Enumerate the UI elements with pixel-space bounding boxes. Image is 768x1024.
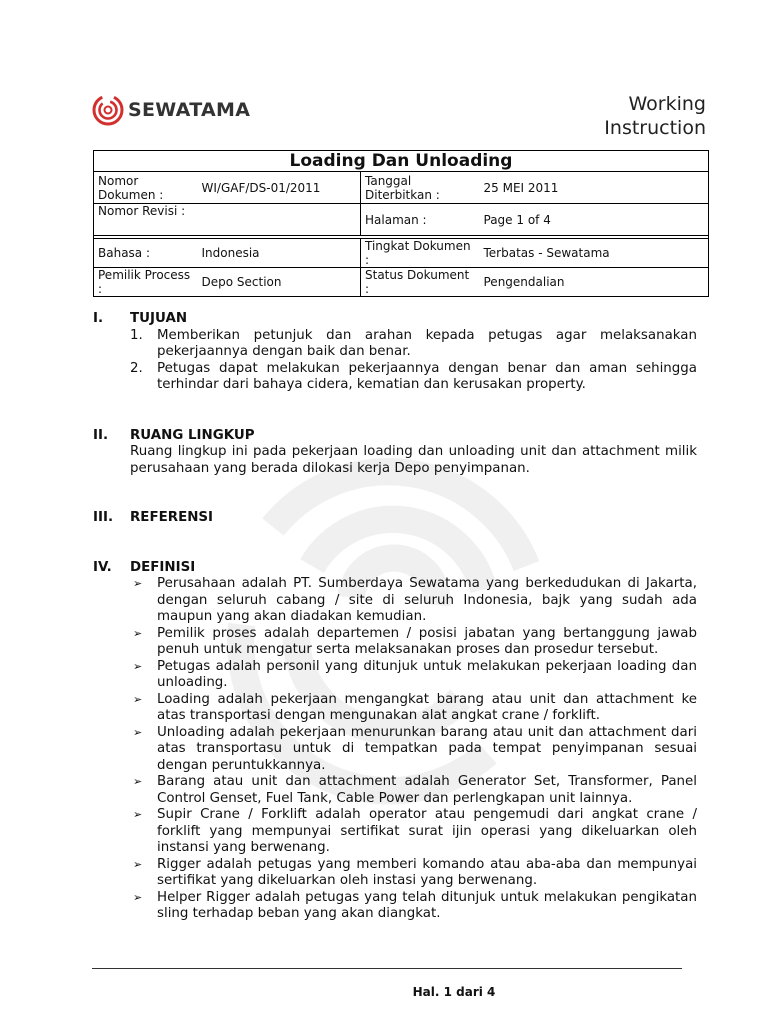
section-heading-definisi	[93, 560, 697, 577]
value-nomor-revisi	[198, 204, 361, 236]
bullet-item	[93, 725, 697, 775]
section-heading-ruang-lingkup	[93, 428, 697, 445]
section-number: II.	[93, 427, 109, 443]
logo-text: SEWATAMA	[128, 99, 251, 121]
section-number: IV.	[93, 559, 112, 575]
value-bahasa: Indonesia	[198, 239, 361, 268]
label-nomor-revisi: Nomor Revisi :	[94, 204, 198, 236]
list-item	[93, 328, 697, 361]
section-title: TUJUAN	[130, 311, 188, 326]
footer-divider	[92, 968, 682, 969]
value-halaman: Page 1 of 4	[480, 204, 709, 236]
bullet-item	[93, 626, 697, 659]
bullet-item	[93, 692, 697, 725]
section-title: DEFINISI	[130, 559, 196, 575]
bullet-text: Rigger adalah petugas yang memberi komando atau aba-aba dan mempunyai sertifikat yang dikeluarkan oleh instasi yang berwenang.	[157, 856, 697, 888]
value-nomor-dokumen: WI/GAF/DS-01/2011	[198, 172, 361, 204]
item-number: 1.	[130, 327, 143, 343]
section-number: III.	[93, 510, 114, 525]
arrow-bullet-icon: ➢	[133, 577, 143, 590]
item-number: 2.	[130, 360, 143, 376]
bullet-text: Supir Crane / Forklift adalah operator atau pengemudi dari angkat crane / forklift yang mempunyai sertifikat surat ijin operasi yang dikeluarkan oleh instansi yang berwenang.	[157, 807, 697, 855]
arrow-bullet-icon: ➢	[133, 725, 143, 739]
item-text: Memberikan petunjuk dan arahan kepada petugas agar melaksanakan pekerjaannya dengan baik dan benar.	[157, 327, 697, 359]
document-body	[93, 311, 697, 923]
document-type: Working Instruction	[604, 93, 706, 139]
section-paragraph: Ruang lingkup ini pada pekerjaan loading dan unloading unit dan attachment milik perusahaan yang berada dilokasi kerja Depo penyimpanan.	[130, 444, 697, 476]
item-text: Petugas dapat melakukan pekerjaannya dengan benar dan aman sehingga terhindar dari bahaya cidera, kematian dan kerusakan property.	[157, 360, 697, 392]
section-heading-tujuan	[93, 311, 697, 328]
bullet-text: Loading adalah pekerjaan mengangkat barang atau unit dan attachment ke atas transportasi dengan mengunakan alat angkat crane / forklift.	[157, 691, 697, 723]
section-number: I.	[93, 311, 104, 326]
page-footer: Hal. 1 dari 4	[412, 985, 496, 999]
arrow-bullet-icon: ➢	[133, 626, 143, 640]
value-tanggal-diterbitkan: 25 MEI 2011	[480, 172, 709, 204]
bullet-text: Perusahaan adalah PT. Sumberdaya Sewatama yang berkedudukan di Jakarta, dengan seluruh cabang / site di seluruh Indonesia, bajk yang sudah ada maupun yang akan diadakan kemudian.	[157, 576, 697, 624]
arrow-bullet-icon: ➢	[133, 692, 143, 706]
value-tingkat-dokumen: Terbatas - Sewatama	[480, 239, 709, 268]
bullet-item	[93, 890, 697, 923]
arrow-bullet-icon: ➢	[133, 808, 143, 821]
section-heading-referensi	[93, 510, 697, 527]
bullet-text: Petugas adalah personil yang ditunjuk untuk melakukan pekerjaan loading dan unloading.	[157, 658, 697, 690]
label-tingkat-dokumen: Tingkat Dokumen :	[361, 239, 480, 268]
list-item	[93, 361, 697, 394]
bullet-text: Pemilik proses adalah departemen / posisi jabatan yang bertanggung jawab penuh untuk mengatur serta melaksanakan proses dan prosedur tersebut.	[157, 625, 697, 657]
bullet-item	[93, 659, 697, 692]
section-title: REFERENSI	[130, 510, 214, 525]
company-logo	[92, 94, 250, 126]
arrow-bullet-icon: ➢	[133, 775, 143, 788]
document-info-table	[93, 150, 709, 297]
arrow-bullet-icon: ➢	[133, 857, 143, 871]
document-title: Loading Dan Unloading	[94, 151, 709, 172]
value-pemilik-process: Depo Section	[198, 268, 361, 297]
bullet-item	[93, 807, 697, 857]
label-pemilik-process: Pemilik Process :	[94, 268, 198, 297]
section-title: RUANG LINGKUP	[130, 427, 255, 443]
bullet-item	[93, 576, 697, 626]
bullet-item	[93, 774, 697, 807]
value-status-dokument: Pengendalian	[480, 268, 709, 297]
sewatama-swirl-icon	[92, 94, 124, 126]
bullet-item	[93, 857, 697, 890]
label-halaman: Halaman :	[361, 204, 480, 236]
label-bahasa: Bahasa :	[94, 239, 198, 268]
bullet-text: Helper Rigger adalah petugas yang telah ditunjuk untuk melakukan pengikatan sling terhadap beban yang akan diangkat.	[157, 889, 697, 921]
label-nomor-dokumen: Nomor Dokumen :	[94, 172, 198, 204]
label-tanggal-diterbitkan: Tanggal Diterbitkan :	[361, 172, 480, 204]
arrow-bullet-icon: ➢	[133, 890, 143, 904]
arrow-bullet-icon: ➢	[133, 659, 143, 673]
bullet-text: Barang atau unit dan attachment adalah Generator Set, Transformer, Panel Control Genset, Fuel Tank, Cable Power dan perlengkapan unit lainnya.	[157, 774, 697, 806]
bullet-text: Unloading adalah pekerjaan menurunkan barang atau unit dan attachment dari atas transportasu untuk di tempatkan pada tempat penyimpanan sesuai dengan peruntukkannya.	[157, 724, 697, 773]
label-status-dokument: Status Dokument :	[361, 268, 480, 297]
